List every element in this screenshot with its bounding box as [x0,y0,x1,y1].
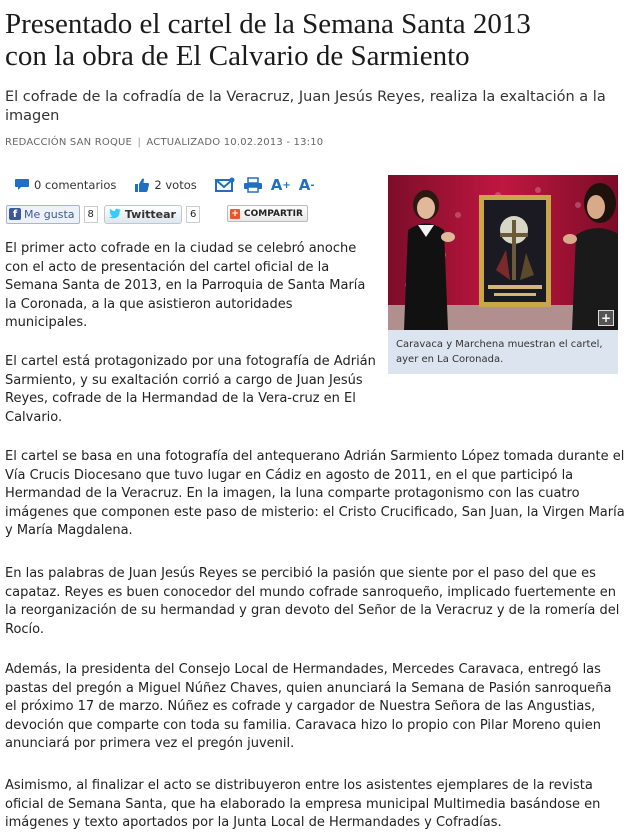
facebook-like-button[interactable] [6,205,80,224]
paragraph-6: Asimismo, al finalizar el acto se distribuyeron entre los asistentes ejemplares de la revista oficial de Semana Santa, que ha elaborado la empresa municipal Multimedia basándose en imágenes y texto aportados por la Junta Local de Hermandades y Cofradías. [5,778,601,830]
facebook-icon: f [9,208,21,220]
article-subtitle: El cofrade de la cofradía de la Veracruz, Juan Jesús Reyes, realiza la exaltación a la imagen [5,89,606,124]
printer-icon [243,177,263,193]
paragraph-1: El primer acto cofrade en la ciudad se celebró anoche con el acto de presentación del cartel oficial de la Semana Santa de 2013, en la Parroquia de Santa María la Coronada, a la que asistieron autoridades municipales. [5,241,366,330]
photo-illustration [388,175,618,330]
font-increase-button[interactable] [271,176,291,194]
font-increase-letter: A [270,176,283,194]
email-button[interactable] [215,177,235,193]
font-decrease-letter: A [298,176,311,194]
print-button[interactable] [243,177,263,193]
paragraph-2: El cartel está protagonizado por una fotografía de Adrián Sarmiento, y su exaltación corrió a cargo de Juan Jesús Reyes, cofrade de la Hermandad de la Vera-cruz en El Calvario. [5,354,376,425]
votes-link[interactable] [134,177,206,193]
article-tools [14,176,323,194]
font-decrease-sign: - [310,179,315,191]
share-label: COMPARTIR [244,208,303,219]
twitter-tweet-label: Twittear [124,207,176,221]
paragraph-3: El cartel se basa en una fotografía del antequerano Adrián Sarmiento López tomada durante el Vía Crucis Diocesano que tuvo lugar en Cádiz en agosto de 2011, en el que participó la Hermandad de la Veracruz. En la imagen, la luna comparte protagonismo con las cuatro imágenes que componen este paso de misterio: el Cristo Crucificado, San Juan, la Virgen María y María Magdalena. [5,449,625,538]
twitter-tweet-count: 6 [186,206,200,223]
twitter-tweet-button[interactable] [104,205,182,224]
font-increase-sign: + [282,179,291,191]
photo-zoom-button[interactable]: + [598,310,614,326]
article-photo[interactable] [388,175,618,330]
byline-separator: | [137,137,142,148]
comments-count[interactable]: 0 comentarios [34,178,117,192]
email-icon [215,177,235,193]
byline-updated: ACTUALIZADO 10.02.2013 - 13:10 [146,137,324,148]
byline-author[interactable]: REDACCIÓN SAN ROQUE [5,137,133,148]
share-plus-icon: + [231,208,239,219]
comment-bubble-icon [14,178,30,192]
paragraph-5: Además, la presidenta del Consejo Local de Hermandades, Mercedes Caravaca, entregó las pastas del pregón a Miguel Núñez Chaves, quien anunciará la Semana de Pasión sanroqueña el próximo 17 de marzo. Núñez es cofrade y cargador de Nuestra Señora de las Angustias, devoción que comparte con toda su familia. Caravaca hizo lo propio con Pilar Moreno quien anunciará por primera vez el pregón juvenil. [5,662,612,751]
paragraph-4: En las palabras de Juan Jesús Reyes se percibió la pasión que siente por el paso del que es capataz. Reyes es buen conocedor del mundo cofrade sanroqueño, implicado fuertemente en la reorganización de su hermandad y gran devoto del Señor de la Veracruz y de la romería del Rocío. [5,566,620,637]
article-title [5,8,625,72]
article-title-line-1: Presentado el cartel de la Semana Santa 2013 [5,8,531,40]
byline [5,137,323,148]
social-buttons [6,205,206,223]
twitter-bird-icon [108,208,122,220]
font-decrease-button[interactable] [299,176,315,194]
share-button[interactable] [227,205,308,222]
comments-link[interactable] [14,178,126,192]
thumbs-up-icon [134,177,150,193]
article-title-line-2: con la obra de El Calvario de Sarmiento [5,40,470,72]
facebook-like-label: Me gusta [24,207,75,221]
article-photo-box [388,175,618,374]
votes-count[interactable]: 2 votos [154,178,197,192]
photo-caption: Caravaca y Marchena muestran el cartel, ayer en La Coronada. [396,339,603,365]
facebook-like-count: 8 [84,206,98,223]
